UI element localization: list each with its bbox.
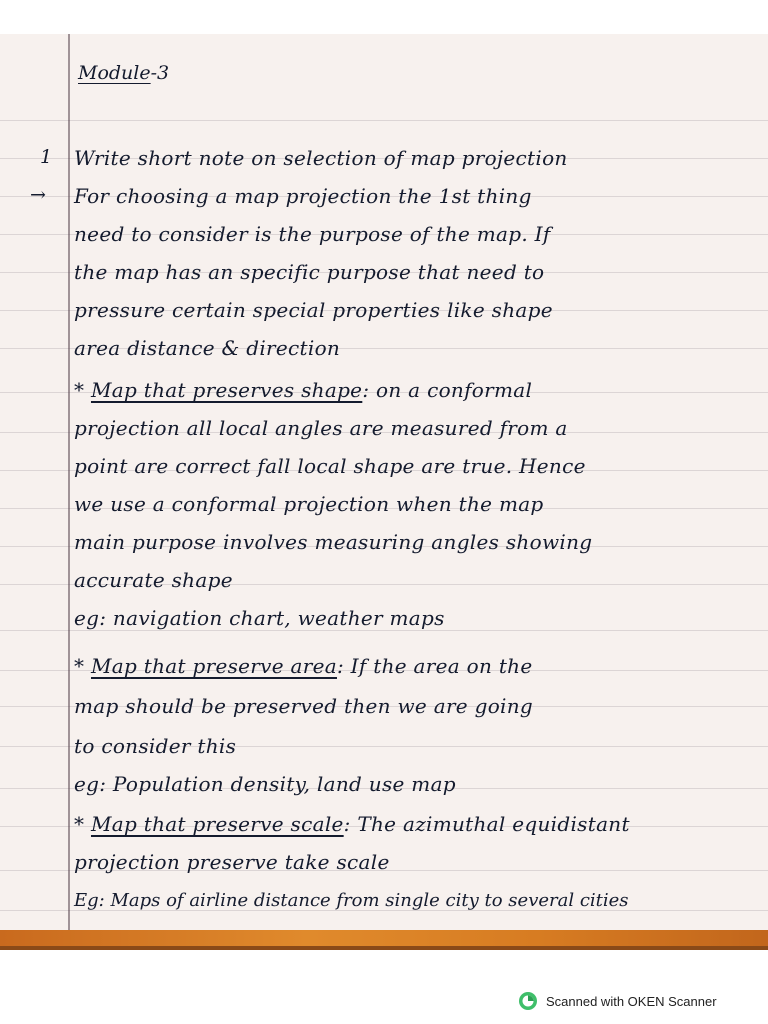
ruled-line bbox=[0, 120, 768, 121]
margin-line bbox=[68, 34, 70, 930]
ruled-line bbox=[0, 630, 768, 631]
bullet-star: * bbox=[74, 654, 85, 678]
oken-scanner-logo-icon bbox=[518, 991, 538, 1011]
bullet-star: * bbox=[74, 812, 85, 836]
shape-line: : on a conformal bbox=[362, 378, 533, 402]
intro-line: pressure certain special properties like shape bbox=[74, 298, 553, 322]
area-line: : If the area on the bbox=[336, 654, 533, 678]
shape-line: accurate shape bbox=[74, 568, 233, 592]
bullet-star: * bbox=[74, 378, 85, 402]
scale-heading-line bbox=[74, 812, 630, 836]
module-heading bbox=[78, 62, 169, 84]
shape-title: Map that preserves shape bbox=[90, 378, 363, 402]
area-example: eg: Population density, land use map bbox=[74, 772, 456, 796]
scale-example: Eg: Maps of airline distance from single city to several cities bbox=[74, 890, 629, 911]
scale-title: Map that preserve scale bbox=[90, 812, 344, 836]
answer-arrow-icon: → bbox=[30, 184, 46, 206]
area-line: map should be preserved then we are going bbox=[74, 694, 534, 718]
area-title: Map that preserve area bbox=[90, 654, 337, 678]
area-heading-line bbox=[74, 654, 533, 678]
scanner-text: Scanned with OKEN Scanner bbox=[546, 993, 717, 1009]
top-blank-strip bbox=[0, 0, 768, 34]
shape-line: point are correct fall local shape are true. Hence bbox=[74, 454, 586, 478]
scanner-watermark bbox=[518, 990, 717, 1012]
shape-line: we use a conformal projection when the map bbox=[74, 492, 544, 516]
shape-heading-line bbox=[74, 378, 532, 402]
heading-text: Module bbox=[78, 62, 151, 84]
question-text: Write short note on selection of map projection bbox=[74, 146, 568, 170]
shape-line: main purpose involves measuring angles showing bbox=[74, 530, 593, 554]
heading-number: -3 bbox=[150, 62, 170, 84]
intro-line: area distance & direction bbox=[74, 336, 341, 360]
question-number: 1 bbox=[40, 146, 53, 168]
shape-example: eg: navigation chart, weather maps bbox=[74, 606, 445, 630]
scale-line: : The azimuthal equidistant bbox=[343, 812, 630, 836]
area-line: to consider this bbox=[74, 734, 237, 758]
intro-line: the map has an specific purpose that need to bbox=[74, 260, 545, 284]
shape-line: projection all local angles are measured from a bbox=[74, 416, 568, 440]
scale-line: projection preserve take scale bbox=[74, 850, 390, 874]
intro-line: need to consider is the purpose of the map. If bbox=[74, 222, 551, 246]
page-edge-shadow bbox=[0, 946, 768, 950]
intro-line: For choosing a map projection the 1st thing bbox=[74, 184, 532, 208]
